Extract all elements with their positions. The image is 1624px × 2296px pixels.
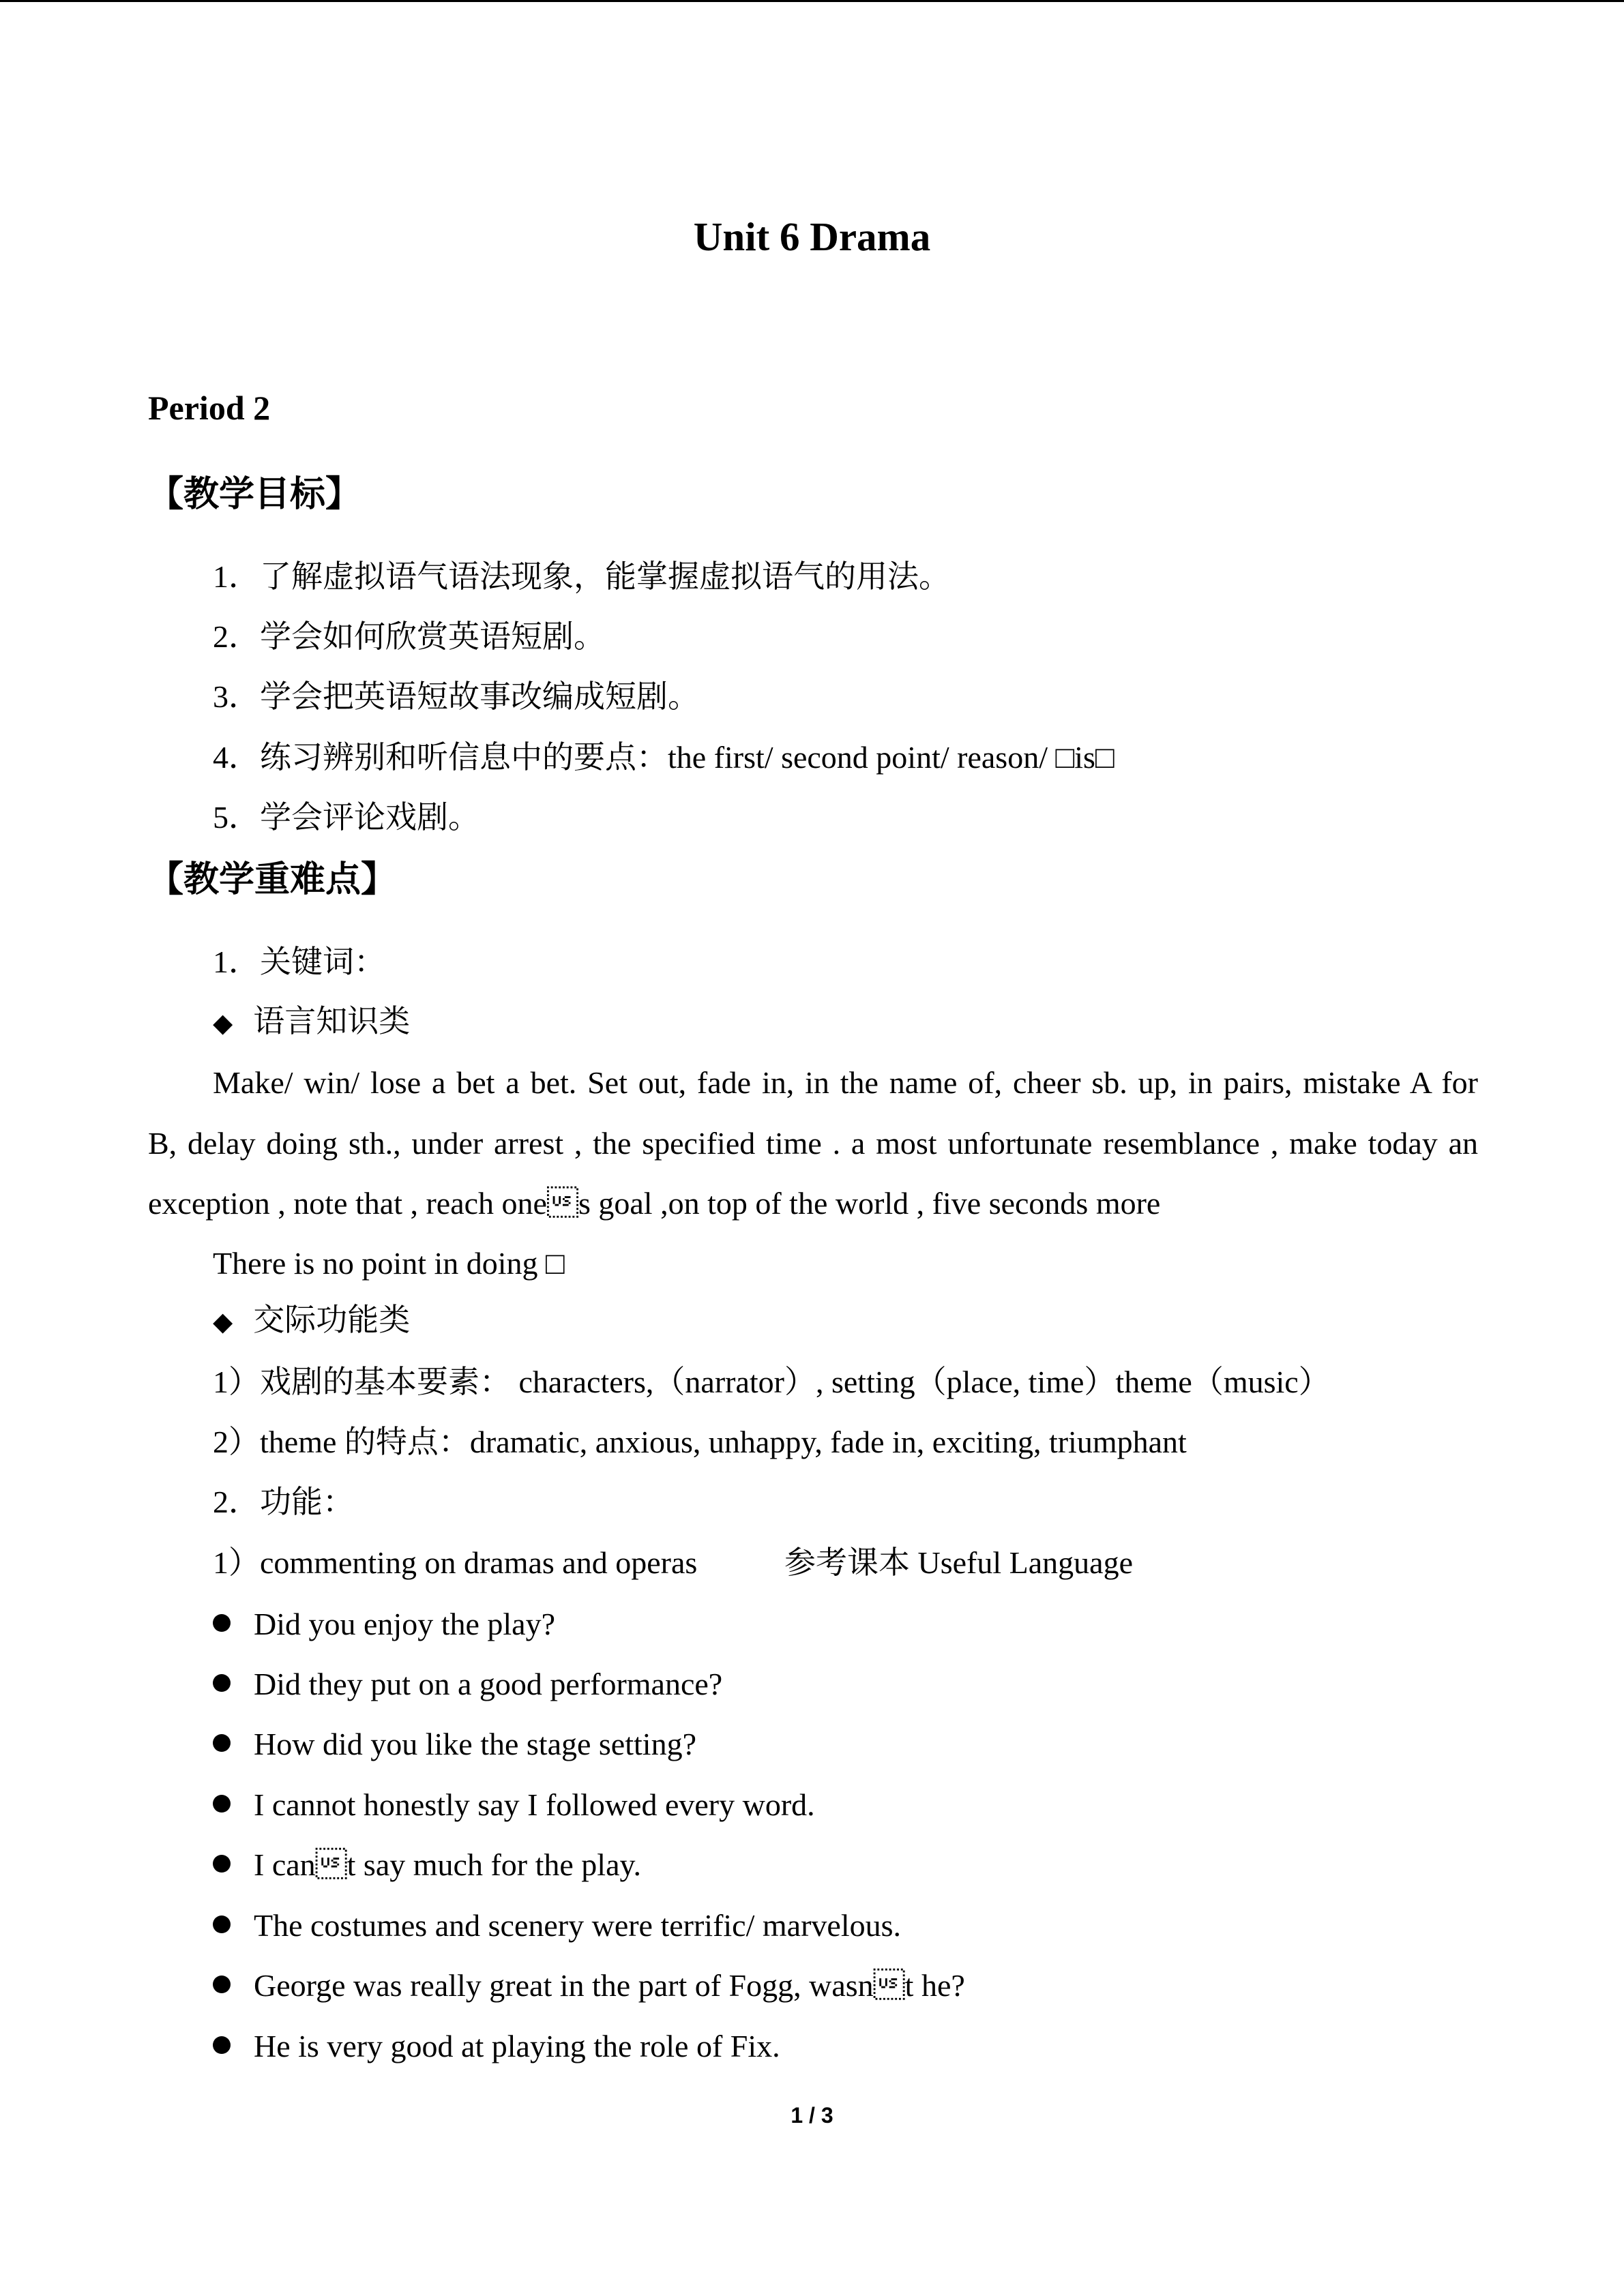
objective-item: 4．练习辨别和听信息中的要点：the first/ second point/ reason/ □is□ — [213, 740, 1114, 775]
communication-label: 交际功能类 — [253, 1302, 411, 1337]
useful-language-item: He is very good at playing the role of Fix. — [254, 2029, 780, 2063]
section-heading-key-points: 【教学重难点】 — [148, 861, 397, 899]
objective-item: 2．学会如何欣赏英语短剧。 — [213, 619, 605, 654]
document-title: Unit 6 Drama — [693, 214, 931, 259]
function-label: 2．功能： — [213, 1485, 354, 1519]
keyword-paragraph-line: Make/ win/ lose a bet a bet. Set out, fade in, in the name of, cheer sb. up, in pairs, mistake A for — [213, 1065, 1478, 1100]
knowledge-label: 语言知识类 — [253, 1004, 411, 1039]
bullet-dot-icon — [213, 2036, 231, 2054]
useful-language-item: George was really great in the part of Fogg, wasn t he? — [254, 1968, 965, 2003]
useful-language-item: How did you like the stage setting? — [254, 1727, 696, 1761]
objective-item: 1．了解虚拟语气语法现象，能掌握虚拟语气的用法。 — [213, 559, 950, 594]
bullet-dot-icon — [213, 1855, 231, 1873]
diamond-bullet-icon: ◆ — [213, 1009, 233, 1038]
knowledge-category — [213, 1006, 410, 1037]
useful-language-item: I cannot honestly say I followed every word. — [254, 1787, 815, 1822]
keyword-paragraph-line: There is no point in doing □ — [213, 1246, 565, 1281]
drama-elements-line: 1）戏剧的基本要素： characters,（narrator）, setting（place, time）theme（music） — [213, 1365, 1330, 1399]
bullet-dot-icon — [213, 1976, 231, 1993]
bullet-dot-icon — [213, 1795, 231, 1813]
top-border — [0, 0, 1624, 2]
section-heading-objectives: 【教学目标】 — [148, 475, 361, 514]
bullet-dot-icon — [213, 1915, 231, 1933]
useful-language-item: Did you enjoy the play? — [254, 1607, 556, 1641]
communication-category — [213, 1304, 410, 1336]
diamond-bullet-icon: ◆ — [213, 1308, 233, 1337]
theme-features-line: 2）theme 的特点：dramatic, anxious, unhappy, fade in, exciting, triumphant — [213, 1425, 1187, 1459]
keywords-label: 1．关键词： — [213, 944, 385, 979]
keyword-paragraph-line: exception , note that , reach one s goal ,on top of the world , five seconds more — [148, 1186, 1161, 1221]
reference-note: 参考课本 Useful Language — [784, 1545, 1133, 1580]
period-heading: Period 2 — [148, 389, 271, 427]
objective-item: 5．学会评论戏剧。 — [213, 800, 479, 835]
keyword-paragraph-line: B, delay doing sth., under arrest , the specified time . a most unfortunate resemblance , make today an — [148, 1126, 1478, 1161]
page-number: 1 / 3 — [791, 2103, 833, 2128]
objective-item: 3．学会把英语短故事改编成短剧。 — [213, 679, 699, 714]
bullet-dot-icon — [213, 1734, 231, 1752]
commenting-line: 1）commenting on dramas and operas — [213, 1545, 698, 1580]
useful-language-item: The costumes and scenery were terrific/ marvelous. — [254, 1908, 901, 1943]
bullet-dot-icon — [213, 1674, 231, 1692]
bullet-dot-icon — [213, 1614, 231, 1632]
useful-language-item: I can t say much for the play. — [254, 1847, 641, 1882]
useful-language-item: Did they put on a good performance? — [254, 1667, 723, 1701]
